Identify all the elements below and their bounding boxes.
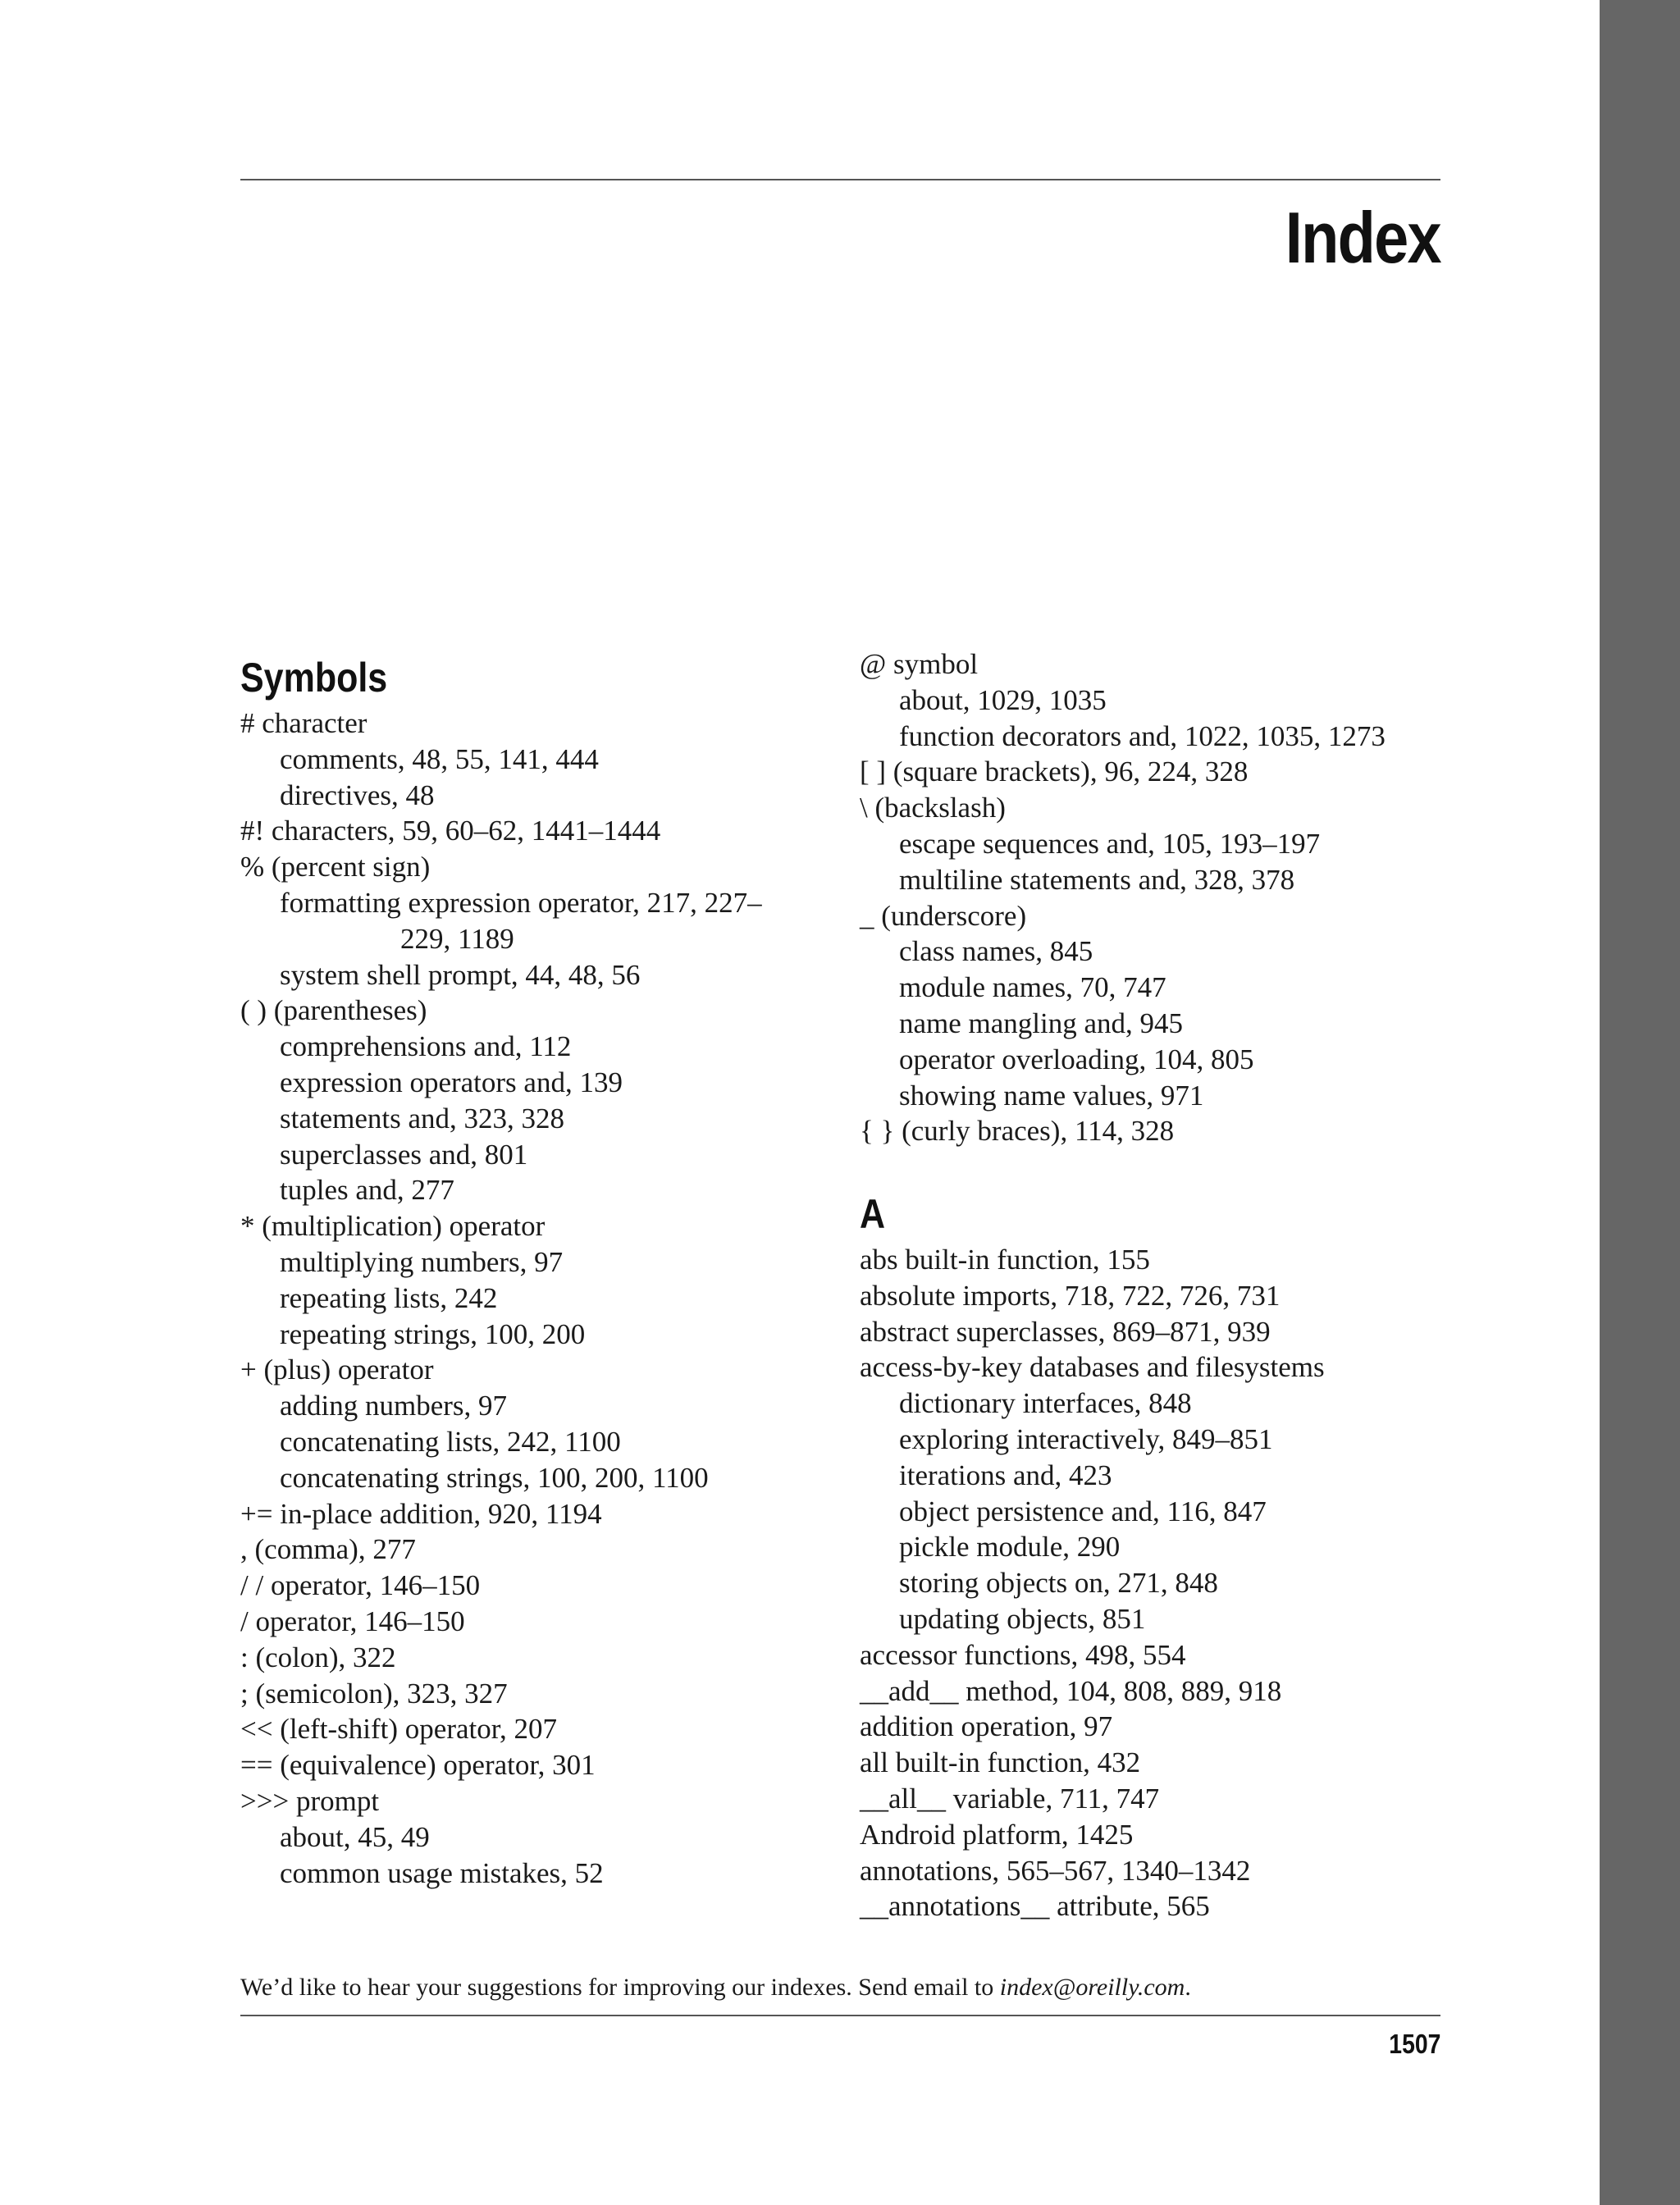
index-subentry: module names, 70, 747 (899, 971, 1166, 1004)
index-entry: \ (backslash) (860, 792, 1006, 824)
index-subentry: name mangling and, 945 (899, 1007, 1184, 1039)
index-subentry: updating objects, 851 (899, 1602, 1146, 1635)
index-subentry: concatenating lists, 242, 1100 (280, 1425, 621, 1458)
index-subentry: about, 45, 49 (280, 1820, 430, 1853)
index-subentry: repeating strings, 100, 200 (280, 1317, 586, 1350)
index-entry: % (percent sign) (240, 851, 431, 883)
index-subentry: tuples and, 277 (280, 1174, 454, 1207)
index-subentry: repeating lists, 242 (280, 1281, 498, 1314)
index-entry: ; (semicolon), 323, 327 (240, 1677, 508, 1710)
page-edge-bar (1600, 0, 1680, 2205)
page-number: 1507 (1388, 2029, 1440, 2059)
index-entry: __add__ method, 104, 808, 889, 918 (860, 1674, 1282, 1707)
index-entry: += in-place addition, 920, 1194 (240, 1497, 602, 1530)
index-subentry: adding numbers, 97 (280, 1390, 508, 1422)
page-title: Index (1285, 197, 1440, 278)
index-entry: ( ) (parentheses) (240, 994, 427, 1027)
index-entry: >>> prompt (240, 1784, 380, 1817)
index-entry: __all__ variable, 711, 747 (860, 1782, 1160, 1815)
index-entry: all built-in function, 432 (860, 1746, 1141, 1779)
index-entry: abs built-in function, 155 (860, 1244, 1150, 1276)
index-entry: addition operation, 97 (860, 1710, 1113, 1743)
index-entry: / / operator, 146–150 (240, 1569, 481, 1602)
index-entry: __annotations__ attribute, 565 (860, 1890, 1210, 1923)
index-subentry: statements and, 323, 328 (280, 1102, 565, 1134)
index-entry: * (multiplication) operator (240, 1210, 546, 1243)
index-entry: + (plus) operator (240, 1354, 434, 1386)
index-entry: { } (curly braces), 114, 328 (860, 1115, 1175, 1148)
footer-note-text: We’d like to hear your suggestions for improving our indexes. Send email to (240, 1974, 1000, 2001)
index-subentry: comprehensions and, 112 (280, 1030, 572, 1063)
index-subentry: showing name values, 971 (899, 1079, 1204, 1112)
index-subentry: about, 1029, 1035 (899, 683, 1107, 716)
index-subentry: pickle module, 290 (899, 1531, 1121, 1564)
index-entry: , (comma), 277 (240, 1533, 416, 1566)
index-entry: == (equivalence) operator, 301 (240, 1749, 596, 1782)
footer-note (240, 1971, 1191, 2004)
index-entry: : (colon), 322 (240, 1641, 396, 1673)
index-entry: #! characters, 59, 60–62, 1441–1444 (240, 815, 661, 847)
index-entry: access-by-key databases and filesystems (860, 1351, 1325, 1384)
index-subentry: common usage mistakes, 52 (280, 1856, 604, 1889)
symbols-continued-entry-list (860, 646, 1483, 1149)
footer-email-link[interactable]: index@oreilly.com (999, 1974, 1185, 2001)
index-subentry: system shell prompt, 44, 48, 56 (280, 958, 641, 991)
index-subentry: class names, 845 (899, 935, 1093, 968)
index-entry: annotations, 565–567, 1340–1342 (860, 1854, 1251, 1887)
index-entry: [ ] (square brackets), 96, 224, 328 (860, 756, 1249, 788)
index-entry: Android platform, 1425 (860, 1818, 1134, 1851)
index-subentry: dictionary interfaces, 848 (899, 1387, 1192, 1420)
index-subentry: escape sequences and, 105, 193–197 (899, 827, 1321, 860)
index-entry: _ (underscore) (860, 899, 1027, 932)
index-subentry: multiline statements and, 328, 378 (899, 863, 1295, 896)
index-subentry: operator overloading, 104, 805 (899, 1043, 1254, 1075)
index-entry: absolute imports, 718, 722, 726, 731 (860, 1279, 1281, 1312)
index-subentry: exploring interactively, 849–851 (899, 1422, 1273, 1455)
index-subentry: multiplying numbers, 97 (280, 1245, 564, 1278)
top-rule (240, 179, 1440, 180)
index-entry: << (left-shift) operator, 207 (240, 1713, 558, 1746)
index-entry: accessor functions, 498, 554 (860, 1638, 1186, 1671)
index-subentry: comments, 48, 55, 141, 444 (280, 742, 599, 775)
index-entry: # character (240, 707, 368, 739)
index-entry: / operator, 146–150 (240, 1605, 465, 1637)
index-subentry: concatenating strings, 100, 200, 1100 (280, 1461, 709, 1494)
footer-note-suffix: . (1185, 1974, 1191, 2001)
section-heading-a: A (860, 1191, 886, 1237)
symbols-entry-list (240, 705, 864, 1891)
a-entry-list (860, 1242, 1483, 1924)
index-entry: @ symbol (860, 648, 979, 680)
index-subentry: iterations and, 423 (899, 1459, 1112, 1491)
index-subentry: superclasses and, 801 (280, 1138, 528, 1171)
index-subentry: formatting expression operator, 217, 227– (280, 886, 762, 919)
index-subentry: directives, 48 (280, 778, 435, 811)
index-subentry: expression operators and, 139 (280, 1066, 623, 1098)
index-entry-continuation: 229, 1189 (400, 922, 514, 955)
index-entry: abstract superclasses, 869–871, 939 (860, 1315, 1271, 1348)
index-subentry: object persistence and, 116, 847 (899, 1495, 1267, 1527)
section-heading-symbols: Symbols (240, 655, 388, 701)
bottom-rule (240, 2015, 1440, 2016)
index-subentry: storing objects on, 271, 848 (899, 1567, 1218, 1600)
index-subentry: function decorators and, 1022, 1035, 1273 (899, 719, 1386, 752)
